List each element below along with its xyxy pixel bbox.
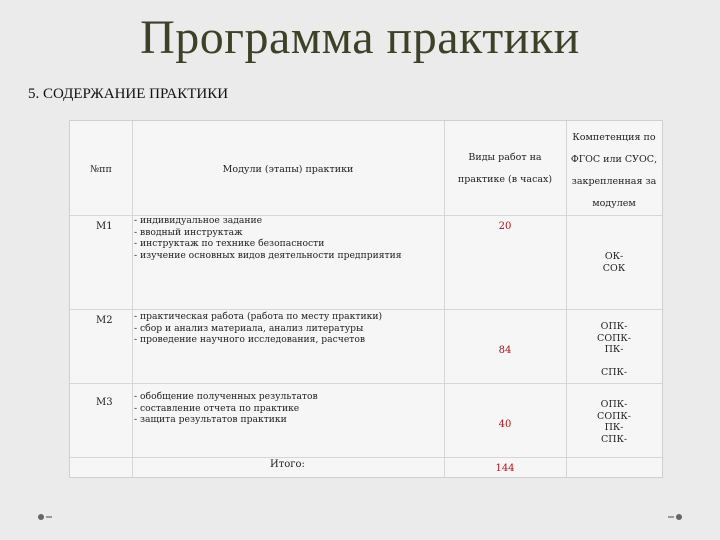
slide-decor-dots — [38, 514, 682, 522]
decor-dot-left — [38, 514, 52, 520]
total-label: Итого: — [270, 459, 305, 470]
row-num: М3 — [96, 397, 113, 408]
decor-dot-right — [668, 514, 682, 520]
header-competence: Компетенция по ФГОС или СУОС, закрепленная за модулем — [570, 132, 658, 209]
row-num: М2 — [96, 315, 113, 326]
grid-hline — [70, 383, 662, 384]
grid-hline — [70, 309, 662, 310]
practice-content-table — [69, 120, 663, 478]
row-num: М1 — [96, 221, 113, 232]
row-modules: - обобщение полученных результатов - составление отчета по практике - защита результатов практики — [134, 391, 318, 425]
row-hours: 84 — [498, 345, 512, 356]
row-hours: 20 — [498, 221, 512, 232]
row-modules: - индивидуальное задание - вводный инструктаж - инструктаж по технике безопасности - изучение основных видов деятельности предприятия — [134, 215, 402, 261]
row-competence: ОПК- СОПК- ПК- СПК- — [597, 321, 631, 378]
section-heading: 5. СОДЕРЖАНИЕ ПРАКТИКИ — [28, 86, 229, 102]
header-hours: Виды работ на практике (в часах) — [457, 152, 553, 185]
slide-title: Программа практики — [140, 11, 580, 64]
row-modules: - практическая работа (работа по месту практики) - сбор и анализ материала, анализ литературы - проведение научного исследования, расчетов — [134, 311, 383, 345]
grid-hline — [70, 457, 662, 458]
row-competence: ОПК- СОПК- ПК- СПК- — [597, 399, 631, 445]
total-hours: 144 — [495, 463, 515, 474]
row-hours: 40 — [498, 419, 512, 430]
header-modules: Модули (этапы) практики — [222, 164, 354, 175]
row-competence: ОК- СОК — [602, 251, 626, 274]
header-num: №пп — [90, 164, 112, 175]
